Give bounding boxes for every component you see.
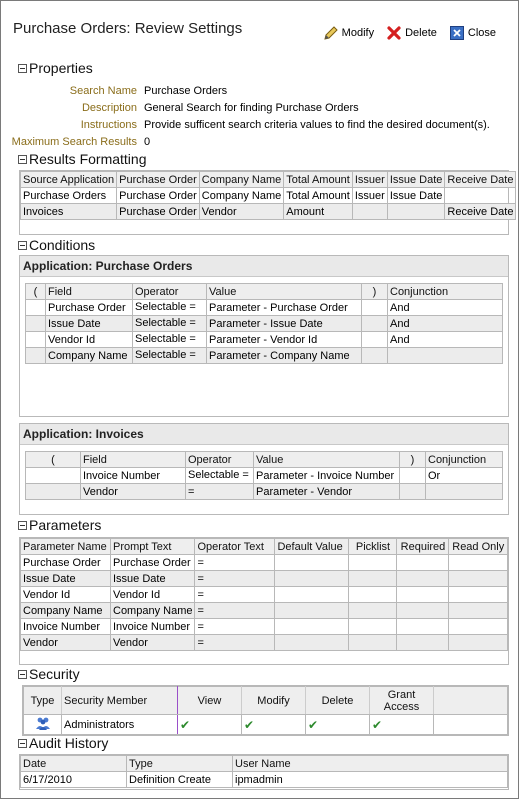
group-icon: [24, 715, 62, 735]
security-table-box: [22, 685, 509, 736]
property-row: Description General Search for finding Purchase Orders: [81, 101, 359, 114]
table-row: Vendor Vendor =: [21, 635, 508, 651]
conditions-po-table: [25, 283, 503, 364]
collapse-icon[interactable]: [18, 64, 27, 73]
conditions-invoices-panel: [19, 423, 509, 515]
toolbar: [323, 25, 496, 41]
collapse-icon[interactable]: [18, 241, 27, 250]
properties-list: [11, 82, 490, 150]
audit-table: [20, 755, 508, 788]
collapse-icon[interactable]: [18, 155, 27, 164]
pencil-icon: [323, 25, 339, 41]
delete-button[interactable]: [386, 25, 437, 41]
panel-title: Application: Purchase Orders: [20, 256, 508, 277]
delete-label: Delete: [405, 27, 437, 39]
table-row: Purchase Order Selectable = Parameter - Purchase Order And: [26, 300, 503, 316]
table-row: Issue Date Issue Date =: [21, 571, 508, 587]
properties-header[interactable]: Properties: [18, 60, 93, 76]
table-row: Vendor Id Vendor Id =: [21, 587, 508, 603]
table-row: Company Name Selectable = Parameter - Company Name: [26, 348, 503, 364]
table-header-row: Type Security Member View Modify Delete Grant Access: [24, 687, 508, 715]
security-header[interactable]: Security: [18, 666, 80, 682]
table-header-row: ( Field Operator Value ) Conjunction: [26, 284, 503, 300]
table-row: Invoices Purchase Order Vendor Amount Receive Date: [21, 204, 516, 220]
table-row: Vendor Id Selectable = Parameter - Vendor Id And: [26, 332, 503, 348]
table-row: 6/17/2010 Definition Create ipmadmin: [21, 772, 508, 788]
page-title: Purchase Orders: Review Settings: [13, 20, 243, 37]
property-row: Maximum Search Results 0: [11, 135, 151, 148]
modify-check-icon: ✔: [242, 715, 306, 735]
property-row: Search Name Purchase Orders: [69, 84, 228, 97]
results-table-box: [19, 170, 514, 235]
security-table: [23, 686, 508, 735]
conditions-invoices-table: [25, 451, 503, 500]
modify-label: Modify: [341, 27, 375, 39]
audit-history-header[interactable]: Audit History: [18, 735, 108, 751]
close-button[interactable]: [449, 25, 496, 41]
table-header-row: Date Type User Name: [21, 756, 508, 772]
conditions-po-panel: [19, 255, 509, 417]
parameters-header[interactable]: Parameters: [18, 517, 101, 533]
property-row: Instructions Provide sufficent search criteria values to find the desired document(s).: [80, 118, 490, 131]
table-header-row: ( Field Operator Value ) Conjunction: [26, 452, 503, 468]
audit-table-box: [19, 754, 509, 790]
table-row: Purchase Orders Purchase Order Company Name Total Amount Issuer Issue Date: [21, 188, 516, 204]
close-label: Close: [467, 27, 496, 39]
table-row: Company Name Company Name =: [21, 603, 508, 619]
table-row: Vendor = Parameter - Vendor: [26, 484, 503, 500]
table-header-row: Parameter Name Prompt Text Operator Text Default Value Picklist Required Read Only: [21, 539, 508, 555]
delete-x-icon: [386, 25, 402, 41]
panel-title: Application: Invoices: [20, 424, 508, 445]
delete-check-icon: ✔: [306, 715, 370, 735]
grant-check-icon: ✔: [370, 715, 434, 735]
table-row: Invoice Number Invoice Number =: [21, 619, 508, 635]
collapse-icon[interactable]: [18, 739, 27, 748]
parameters-table: [20, 538, 508, 651]
collapse-icon[interactable]: [18, 521, 27, 530]
results-table: [20, 171, 516, 220]
conditions-header[interactable]: Conditions: [18, 237, 95, 253]
table-row: Administrators ✔ ✔ ✔ ✔: [24, 715, 508, 735]
table-row: Purchase Order Purchase Order =: [21, 555, 508, 571]
collapse-icon[interactable]: [18, 670, 27, 679]
modify-button[interactable]: [323, 25, 374, 41]
view-check-icon: ✔: [178, 715, 242, 735]
parameters-table-box: [19, 537, 509, 665]
table-row: Invoice Number Selectable = Parameter - Invoice Number Or: [26, 468, 503, 484]
close-icon: [449, 25, 465, 41]
table-row: Issue Date Selectable = Parameter - Issue Date And: [26, 316, 503, 332]
results-formatting-header[interactable]: Results Formatting: [18, 151, 146, 167]
table-header-row: Source Application Purchase Order Company Name Total Amount Issuer Issue Date Receive Date: [21, 172, 516, 188]
